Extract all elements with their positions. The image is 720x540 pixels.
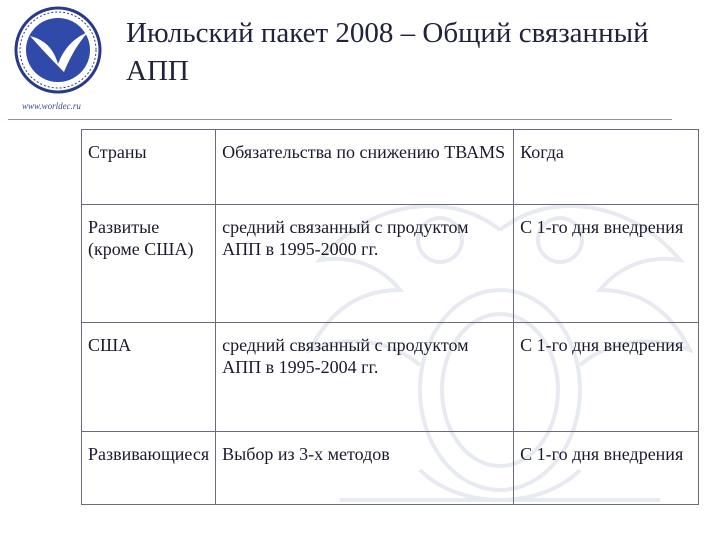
table-cell: США <box>82 323 216 432</box>
table-cell: Страны <box>82 130 216 205</box>
table-cell: Развитые (кроме США) <box>82 205 216 323</box>
table-row <box>82 130 699 205</box>
slide-title: Июльский пакет 2008 – Общий связанный АПП <box>126 17 649 87</box>
table-cell: С 1-го дня внедрения <box>514 432 699 505</box>
table-cell: Выбор из 3-х методов <box>216 432 514 505</box>
table-cell: средний связанный с продуктом АПП в 1995-2000 гг. <box>216 205 514 323</box>
table-row <box>82 323 699 432</box>
table-cell: С 1-го дня внедрения <box>514 205 699 323</box>
table-row <box>82 432 699 505</box>
table-row <box>82 205 699 323</box>
bird-emblem-icon <box>8 6 108 94</box>
commitments-table <box>81 129 699 505</box>
table-cell: Развивающиеся <box>82 432 216 505</box>
table-cell: средний связанный с продуктом АПП в 1995-2004 гг. <box>216 323 514 432</box>
site-url: www.worldec.ru <box>22 101 81 111</box>
table-cell: Когда <box>514 130 699 205</box>
table-cell: Обязательства по снижению ТВАМS <box>216 130 514 205</box>
table-cell: С 1-го дня внедрения <box>514 323 699 432</box>
header-divider <box>8 119 672 120</box>
